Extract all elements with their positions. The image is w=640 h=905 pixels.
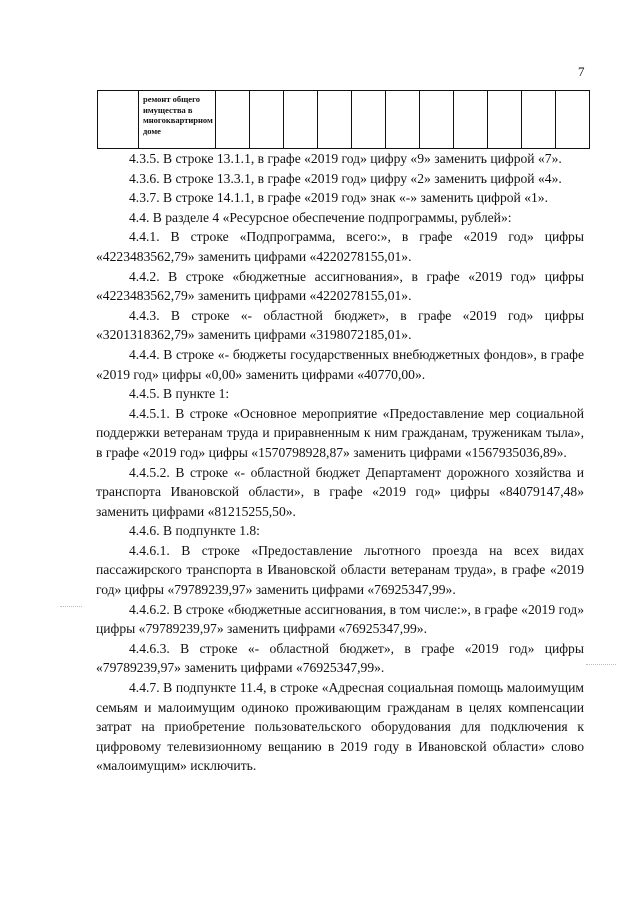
table-cell — [521, 91, 555, 149]
paragraph-4-4-7: 4.4.7. В подпункте 11.4, в строке «Адресная социальная помощь малоимущим семьям и малоимущим одиноко проживающим гражданам в целях компенсации затрат на приобретение пользовательского оборудования для подключения к цифровому телевизионному вещанию в 2019 году в Ивановской области» слово «малоимущим» исключить. — [96, 680, 584, 774]
paragraph-4-4-6: 4.4.6. В подпункте 1.8: — [129, 523, 260, 539]
paragraph-4-4-5: 4.4.5. В пункте 1: — [129, 386, 230, 402]
table-cell — [215, 91, 249, 149]
paragraph-4-4-2: 4.4.2. В строке «бюджетные ассигнования», в графе «2019 год» цифры «4223483562,79» заменить цифрами «4220278155,01». — [96, 268, 584, 304]
table-row — [98, 91, 590, 149]
paragraph-4-3-5: 4.3.5. В строке 13.1.1, в графе «2019 год» цифру «9» заменить цифрой «7». — [129, 151, 562, 166]
table-cell — [283, 91, 317, 149]
document-body — [96, 149, 584, 776]
paragraph-4-4-6-1: 4.4.6.1. В строке «Предоставление льготного проезда на всех видах пассажирского транспорта в Ивановской области ветеранам труда», в графе «2019 год» цифры «79789239,97» заменить цифрами «76925347,99». — [96, 542, 584, 598]
paragraph-4-4-5-2: 4.4.5.2. В строке «- областной бюджет Департамент дорожного хозяйства и транспорта Ивановской области», в графе «2019 год» цифры «84079147,48» заменить цифрами «81215255,50». — [96, 464, 584, 519]
table-cell — [453, 91, 487, 149]
paragraph-4-4-4: 4.4.4. В строке «- бюджеты государственных внебюджетных фондов», в графе «2019 год» цифры «0,00» заменить цифрами «40770,00». — [96, 346, 584, 382]
table-cell — [249, 91, 283, 149]
table-cell — [351, 91, 385, 149]
paragraph-4-4-6-3: 4.4.6.3. В строке «- областной бюджет», в графе «2019 год» цифры «79789239,97» заменить цифрами «76925347,99». — [96, 640, 584, 676]
table-row-label: ремонт общего имущества в многоквартирном доме — [139, 91, 216, 149]
table-cell — [487, 91, 521, 149]
table-cell — [555, 91, 589, 149]
paragraph-4-4-5-1: 4.4.5.1. В строке «Основное мероприятие «Предоставление мер социальной поддержки ветеранам труда и приравненным к ним гражданам, труженикам тыла», в графе «2019 год» цифры «1570798928,87» заменить цифрами «1567935036,89». — [96, 405, 584, 460]
paragraph-4-3-7: 4.3.7. В строке 14.1.1, в графе «2019 год» знак «-» заменить цифрой «1». — [129, 190, 549, 206]
scan-mark — [60, 606, 82, 608]
paragraph-4-3-6: 4.3.6. В строке 13.3.1, в графе «2019 год» цифру «2» заменить цифрой «4». — [129, 170, 562, 186]
table-fragment — [97, 90, 590, 149]
page-number: 7 — [578, 64, 585, 79]
paragraph-4-4-6-2: 4.4.6.2. В строке «бюджетные ассигнования, в том числе:», в графе «2019 год» цифры «79789239,97» заменить цифрами «76925347,99». — [96, 601, 584, 637]
table-cell — [98, 91, 139, 149]
table-cell — [317, 91, 351, 149]
table-cell — [385, 91, 419, 149]
paragraph-4-4: 4.4. В разделе 4 «Ресурсное обеспечение подпрограммы, рублей»: — [129, 209, 512, 225]
table-cell — [419, 91, 453, 149]
paragraph-4-4-3: 4.4.3. В строке «- областной бюджет», в графе «2019 год» цифры «3201318362,79» заменить цифрами «3198072185,01». — [96, 307, 584, 343]
paragraph-4-4-1: 4.4.1. В строке «Подпрограмма, всего:», в графе «2019 год» цифры «4223483562,79» заменить цифрами «4220278155,01». — [96, 229, 584, 264]
scan-mark — [586, 664, 616, 666]
